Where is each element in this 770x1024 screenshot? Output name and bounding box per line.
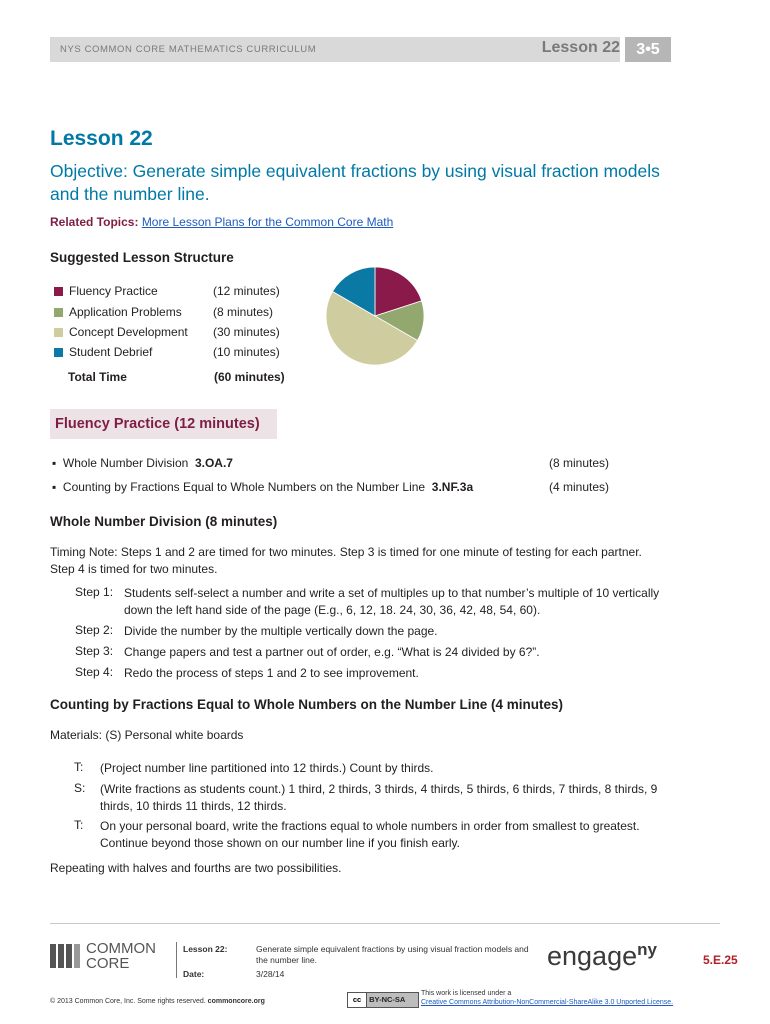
legend-item: [54, 284, 158, 302]
logo-text-core: CORE: [86, 955, 130, 972]
engageny-logo: [547, 940, 657, 972]
legend-minutes: (12 minutes): [213, 284, 280, 298]
footer-divider: [50, 923, 720, 924]
division-heading: Whole Number Division (8 minutes): [50, 514, 278, 529]
footer-date-label: Date:: [183, 969, 205, 979]
footer-date: 3/28/14: [256, 969, 285, 979]
legend-minutes: (8 minutes): [213, 305, 274, 319]
footer-lesson-label: Lesson 22:: [183, 944, 228, 954]
related-topics-link[interactable]: More Lesson Plans for the Common Core Math: [141, 215, 394, 229]
objective: Objective: Generate simple equivalent fractions by using visual fraction models and the number line.: [50, 161, 660, 204]
dialogue-text: (Write fractions as students count.) 1 third, 2 thirds, 3 thirds, 4 thirds, 5 thirds, 6 thirds, 7 thirds, 8 thirds, 9 thirds, 10 thirds 11 thirds, 12 thirds.: [100, 782, 658, 813]
legend-item: [54, 345, 152, 363]
total-time-minutes: (60 minutes): [214, 370, 285, 384]
step-text: Divide the number by the multiple vertically down the page.: [124, 624, 438, 638]
cc-badge-text: BY-NC-SA: [369, 995, 406, 1004]
step-label: Step 2:: [75, 623, 114, 637]
step-label: Step 4:: [75, 665, 114, 679]
standard-code: 3.OA.7: [194, 456, 233, 470]
legend-label: Student Debrief: [69, 345, 153, 359]
swatch-icon: [54, 348, 63, 357]
fluency-item: [52, 480, 473, 494]
speaker-label: T:: [74, 818, 84, 832]
materials: Materials: (S) Personal white boards: [50, 728, 244, 742]
legend-minutes: (10 minutes): [213, 345, 280, 359]
header-lesson: Lesson 22: [541, 39, 620, 56]
license-intro: This work is licensed under a: [421, 990, 512, 997]
fluency-heading: Fluency Practice (12 minutes): [55, 416, 260, 432]
speaker-label: T:: [74, 760, 84, 774]
logo-text-common: COMMON: [86, 940, 156, 957]
structure-title: Suggested Lesson Structure: [50, 250, 234, 265]
swatch-icon: [54, 287, 63, 296]
dialogue-text: On your personal board, write the fractions equal to whole numbers in order from smallest to greatest. Continue beyond those shown on our number line if you finish early.: [100, 819, 640, 850]
fluency-item: [52, 456, 233, 470]
related-topics-label: Related Topics:: [50, 215, 139, 229]
fluency-item-text: Whole Number Division: [62, 456, 189, 470]
closing-note: Repeating with halves and fourths are two possibilities.: [50, 861, 342, 875]
step-label: Step 3:: [75, 644, 114, 658]
legend-item: [54, 325, 188, 343]
fluency-item-text: Counting by Fractions Equal to Whole Numbers on the Number Line: [62, 480, 426, 494]
bullet-icon: ▪: [52, 480, 63, 494]
timing-note: Timing Note: Steps 1 and 2 are timed for two minutes. Step 3 is timed for one minute of testing for each partner. Step 4 is timed for two minutes.: [50, 545, 642, 576]
legend-label: Fluency Practice: [69, 284, 158, 298]
dialogue-text: (Project number line partitioned into 12 thirds.) Count by thirds.: [100, 761, 434, 775]
copyright: [50, 998, 265, 1005]
step-text: Change papers and test a partner out of order, e.g. “What is 24 divided by 6?”.: [124, 645, 540, 659]
step-text: Redo the process of steps 1 and 2 to see improvement.: [124, 666, 419, 680]
grade-module-badge: 3•5: [625, 37, 671, 62]
copyright-site: commoncore.org: [207, 998, 265, 1005]
legend-label: Application Problems: [69, 305, 182, 319]
common-core-bars-icon: [50, 942, 82, 970]
fluency-item-minutes: (8 minutes): [549, 456, 610, 470]
counting-heading: Counting by Fractions Equal to Whole Numbers on the Number Line (4 minutes): [50, 697, 564, 712]
standard-code: 3.NF.3a: [431, 480, 474, 494]
legend-item: [54, 305, 182, 323]
step-text: Students self-select a number and write a set of multiples up to that number’s multiple of 10 vertically down the left hand side of the page (E.g., 6, 12, 18. 24, 30, 36, 42, 48, 54, 60).: [124, 586, 660, 617]
license-link[interactable]: Creative Commons Attribution-NonCommercial-ShareAlike 3.0 Unported License.: [421, 999, 674, 1006]
cc-license-badge[interactable]: [347, 992, 419, 1008]
engage-ny: ny: [637, 940, 657, 959]
page-number: 5.E.25: [703, 953, 738, 967]
legend-label: Concept Development: [69, 325, 188, 339]
footer-separator: [176, 942, 177, 978]
lesson-structure-pie: [325, 265, 425, 367]
speaker-label: S:: [74, 781, 86, 795]
engage-text: engage: [547, 941, 638, 971]
swatch-icon: [54, 328, 63, 337]
curriculum-title: NYS COMMON CORE MATHEMATICS CURRICULUM: [60, 44, 317, 55]
related-topics: [50, 215, 393, 229]
total-time-label: Total Time: [68, 370, 127, 384]
footer-lesson-desc: Generate simple equivalent fractions by using visual fraction models and the number line.: [256, 944, 529, 965]
copyright-text: © 2013 Common Core, Inc. Some rights reserved.: [50, 998, 208, 1005]
legend-minutes: (30 minutes): [213, 325, 280, 339]
step-label: Step 1:: [75, 585, 114, 599]
cc-icon: cc: [348, 993, 367, 1007]
lesson-title: Lesson 22: [50, 127, 153, 150]
swatch-icon: [54, 308, 63, 317]
bullet-icon: ▪: [52, 456, 63, 470]
fluency-item-minutes: (4 minutes): [549, 480, 610, 494]
